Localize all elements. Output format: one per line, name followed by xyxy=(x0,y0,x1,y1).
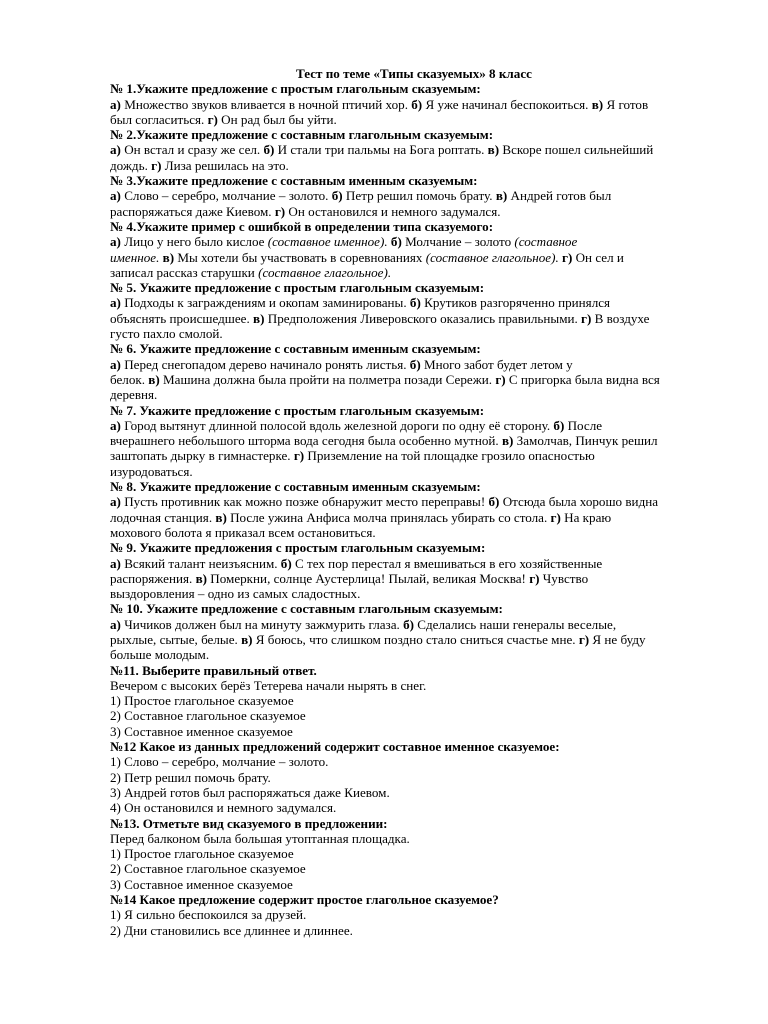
questions-list xyxy=(110,81,678,938)
option-line xyxy=(110,632,678,647)
option-line xyxy=(110,326,678,341)
question-heading: №11. Выберите правильный ответ. xyxy=(110,662,317,678)
option-text: 2) Петр решил помочь брату. xyxy=(110,769,271,785)
question-heading: №12 Какое из данных предложений содержит составное именное сказуемое: xyxy=(110,739,560,755)
option-line xyxy=(110,678,678,693)
option-line xyxy=(110,265,678,280)
question-block xyxy=(110,739,678,815)
option-line xyxy=(110,586,678,601)
option-text: 1) Простое глагольное сказуемое xyxy=(110,846,294,862)
option-text: лодочная станция. xyxy=(110,509,216,525)
option-letter: в) xyxy=(495,188,508,204)
option-letter: б) xyxy=(411,96,423,112)
option-letter: а) xyxy=(110,356,121,372)
question-block xyxy=(110,173,678,219)
question-block xyxy=(110,663,678,739)
option-text: дождь. xyxy=(110,157,152,173)
option-text: Город вытянут длинной полосой вдоль железной дороги по одну её сторону. xyxy=(120,417,554,433)
question-options xyxy=(110,556,678,602)
option-line xyxy=(110,800,678,815)
option-letter: в) xyxy=(195,570,208,586)
option-text: Множество звуков вливается в ночной птичий хор. xyxy=(120,96,412,112)
option-line xyxy=(110,357,678,372)
option-text: Он остановился и немного задумался. xyxy=(285,203,501,219)
option-line xyxy=(110,204,678,219)
option-text: Перед балконом была большая утоптанная площадка. xyxy=(110,830,410,846)
question-options xyxy=(110,831,678,892)
option-text: 1) Простое глагольное сказуемое xyxy=(110,693,294,709)
option-text: 1) Я сильно беспокоился за друзей. xyxy=(110,907,307,923)
option-line xyxy=(110,770,678,785)
test-title: Тест по теме «Типы сказуемых» 8 класс xyxy=(296,66,532,81)
question-options xyxy=(110,97,678,128)
option-line xyxy=(110,785,678,800)
option-text: Сделались наши генералы веселые, xyxy=(414,616,617,632)
question-heading: №13. Отметьте вид сказуемого в предложении: xyxy=(110,815,388,831)
option-text: Замолчав, Пинчук решил xyxy=(513,433,658,449)
option-line xyxy=(110,464,678,479)
option-text: Пусть противник как можно позже обнаружит место переправы! xyxy=(120,494,489,510)
question-options xyxy=(110,617,678,663)
option-text: Слово – серебро, молчание – золото. xyxy=(120,188,332,204)
option-line xyxy=(110,234,678,249)
option-text: был согласиться. xyxy=(110,111,208,127)
question-options xyxy=(110,494,678,540)
option-text: Перед снегопадом дерево начинало ронять листья. xyxy=(120,356,410,372)
option-text: Подходы к заграждениям и окопам заминированы. xyxy=(120,295,410,311)
option-letter: в) xyxy=(241,631,253,647)
option-letter: б) xyxy=(409,356,421,372)
option-line xyxy=(110,158,678,173)
option-text: Он встал и сразу же сел. xyxy=(120,142,264,158)
option-note: (составное xyxy=(514,234,578,250)
option-letter: а) xyxy=(110,616,121,632)
question-block xyxy=(110,816,678,892)
question-heading: № 4.Укажите пример с ошибкой в определении типа сказуемого: xyxy=(110,218,494,234)
option-text: Чувство xyxy=(539,570,589,586)
option-text: вчерашнего небольшого шторма вода сегодня была особенно мутной. xyxy=(110,433,502,449)
question-heading: № 9. Укажите предложения с простым глагольным сказуемым: xyxy=(110,540,486,556)
option-line xyxy=(110,708,678,723)
option-line xyxy=(110,923,678,938)
option-letter: а) xyxy=(110,188,121,204)
question-block xyxy=(110,403,678,479)
option-text: Лицо у него было кислое xyxy=(120,234,268,250)
question-block xyxy=(110,81,678,127)
option-line xyxy=(110,907,678,922)
option-letter: в) xyxy=(253,310,265,326)
option-text: С тех пор перестал я вмешиваться в его хозяйственные xyxy=(291,555,603,571)
option-text: заштопать дырку в гимнастерке. xyxy=(110,448,294,464)
question-heading: № 2.Укажите предложение с составным глагольным сказуемым: xyxy=(110,127,494,143)
question-block xyxy=(110,601,678,662)
option-text: Он рад был бы уйти. xyxy=(217,111,337,127)
option-line xyxy=(110,295,678,310)
option-text: Андрей готов был xyxy=(507,188,612,204)
option-note: (составное глагольное). xyxy=(425,249,559,265)
question-block xyxy=(110,127,678,173)
option-line xyxy=(110,510,678,525)
question-block xyxy=(110,280,678,341)
question-options xyxy=(110,418,678,479)
option-text: густо пахло смолой. xyxy=(110,326,223,342)
option-letter: б) xyxy=(280,555,292,571)
option-letter: а) xyxy=(110,96,121,112)
question-heading: №14 Какое предложение содержит простое глагольное сказуемое? xyxy=(110,892,499,908)
option-letter: а) xyxy=(110,142,121,158)
option-line xyxy=(110,846,678,861)
option-letter: б) xyxy=(553,417,565,433)
option-text: 3) Андрей готов был распоряжаться даже Киевом. xyxy=(110,784,390,800)
option-text: 3) Составное именное сказуемое xyxy=(110,876,293,892)
option-text: мохового болота я приказал всем остановиться. xyxy=(110,524,376,540)
option-text: деревня. xyxy=(110,387,158,403)
option-text: Вечером с высоких берёз Тетерева начали нырять в снег. xyxy=(110,677,427,693)
option-letter: а) xyxy=(110,234,121,250)
option-letter: а) xyxy=(110,494,121,510)
option-text: распоряжаться даже Киевом. xyxy=(110,203,275,219)
question-heading: № 5. Укажите предложение с простым глагольным сказуемым: xyxy=(110,280,485,296)
question-options xyxy=(110,678,678,739)
option-letter: в) xyxy=(162,249,175,265)
question-block xyxy=(110,479,678,540)
option-letter: в) xyxy=(215,509,227,525)
option-line xyxy=(110,188,678,203)
option-text: изуродоваться. xyxy=(110,463,193,479)
option-line xyxy=(110,142,678,157)
option-line xyxy=(110,418,678,433)
question-options xyxy=(110,357,678,403)
question-options xyxy=(110,234,678,280)
option-text: Мы хотели бы участвовать в соревнованиях xyxy=(174,249,426,265)
option-text: 2) Составное глагольное сказуемое xyxy=(110,708,306,724)
option-line xyxy=(110,112,678,127)
option-note: именное. xyxy=(110,249,160,265)
option-line xyxy=(110,647,678,662)
option-line xyxy=(110,724,678,739)
option-line xyxy=(110,525,678,540)
option-line xyxy=(110,556,678,571)
option-text: рыхлые, сытые, белые. xyxy=(110,631,242,647)
option-line xyxy=(110,448,678,463)
option-text: Много забот будет летом у xyxy=(420,356,573,372)
option-text: Отсюда была хорошо видна xyxy=(499,494,659,510)
option-text: Я уже начинал беспокоиться. xyxy=(422,96,592,112)
option-text: 2) Составное глагольное сказуемое xyxy=(110,861,306,877)
option-text: белок. xyxy=(110,371,149,387)
question-block xyxy=(110,219,678,280)
option-text: распоряжения. xyxy=(110,570,196,586)
option-text: 4) Он остановился и немного задумался. xyxy=(110,800,337,816)
option-line xyxy=(110,433,678,448)
question-heading: № 7. Укажите предложение с простым глагольным сказуемым: xyxy=(110,402,485,418)
option-line xyxy=(110,97,678,112)
option-letter: г) xyxy=(207,111,218,127)
option-text: объяснять происшедшее. xyxy=(110,310,254,326)
option-letter: г) xyxy=(581,310,592,326)
option-note: (составное глагольное). xyxy=(258,264,392,280)
option-letter: б) xyxy=(403,616,415,632)
option-text: Машина должна была пройти на полметра позади Сережи. xyxy=(159,371,496,387)
option-letter: г) xyxy=(293,448,305,464)
option-text: После xyxy=(564,417,603,433)
option-text: Я боюсь, что слишком поздно стало сниться счастье мне. xyxy=(252,631,579,647)
question-block xyxy=(110,892,678,938)
option-letter: б) xyxy=(390,234,402,250)
question-heading: № 3.Укажите предложение с составным именным сказуемым: xyxy=(110,173,478,189)
option-text: С пригорка была видна вся xyxy=(505,371,660,387)
option-letter: в) xyxy=(148,371,160,387)
option-letter: г) xyxy=(495,371,506,387)
option-line xyxy=(110,831,678,846)
option-line xyxy=(110,571,678,586)
option-line xyxy=(110,311,678,326)
option-line xyxy=(110,617,678,632)
option-text: больше молодым. xyxy=(110,647,210,663)
question-heading: № 8. Укажите предложение с составным именным сказуемым: xyxy=(110,479,481,495)
option-line xyxy=(110,250,678,265)
option-letter: а) xyxy=(110,417,121,433)
option-letter: б) xyxy=(331,188,343,204)
option-line xyxy=(110,693,678,708)
question-heading: № 1.Укажите предложение с простым глагольным сказуемым: xyxy=(110,81,481,97)
option-line xyxy=(110,754,678,769)
option-line xyxy=(110,877,678,892)
option-text: Приземление на той площадке грозило опасностью xyxy=(304,448,595,464)
option-text: Лиза решилась на это. xyxy=(161,157,289,173)
question-heading: № 10. Укажите предложение с составным глагольным сказуемым: xyxy=(110,601,503,617)
option-letter: г) xyxy=(274,203,286,219)
option-letter: б) xyxy=(409,295,421,311)
option-line xyxy=(110,372,678,387)
option-letter: а) xyxy=(110,555,121,571)
option-letter: г) xyxy=(562,249,573,265)
question-options xyxy=(110,188,678,219)
option-text: Померкни, солнце Аустерлица! Пылай, великая Москва! xyxy=(207,570,530,586)
option-text: Всякий талант неизъясним. xyxy=(120,555,281,571)
option-text: Чичиков должен был на минуту зажмурить глаза. xyxy=(120,616,404,632)
option-text: После ужина Анфиса молча принялась убирать со стола. xyxy=(226,509,551,525)
option-line xyxy=(110,861,678,876)
option-text: Вскоре пошел сильнейший xyxy=(499,142,654,158)
option-letter: в) xyxy=(487,142,500,158)
option-text: записал рассказ старушки xyxy=(110,264,259,280)
question-options xyxy=(110,295,678,341)
option-text: 2) Дни становились все длиннее и длиннее. xyxy=(110,922,353,938)
option-line xyxy=(110,494,678,509)
option-text: В воздухе xyxy=(591,310,650,326)
option-letter: г) xyxy=(529,570,540,586)
option-text: И стали три пальмы на Бога роптать. xyxy=(274,142,488,158)
option-text: 1) Слово – серебро, молчание – золото. xyxy=(110,754,329,770)
question-heading: № 6. Укажите предложение с составным именным сказуемым: xyxy=(110,341,481,357)
option-letter: г) xyxy=(151,157,162,173)
option-text: Я готов xyxy=(603,96,649,112)
option-letter: в) xyxy=(501,433,514,449)
option-letter: в) xyxy=(591,96,604,112)
option-text: Предположения Ливеровского оказались правильными. xyxy=(264,310,582,326)
option-text: 3) Составное именное сказуемое xyxy=(110,723,293,739)
option-line xyxy=(110,387,678,402)
question-options xyxy=(110,754,678,815)
option-text: Молчание – золото xyxy=(401,234,515,250)
option-text: Крутиков разгоряченно принялся xyxy=(420,295,611,311)
question-options xyxy=(110,907,678,938)
question-block xyxy=(110,540,678,601)
option-text: выздоровления – одно из самых сладостных. xyxy=(110,586,361,602)
option-letter: г) xyxy=(550,509,561,525)
option-text: Он сел и xyxy=(572,249,624,265)
option-text: Я не буду xyxy=(589,631,646,647)
option-letter: а) xyxy=(110,295,121,311)
option-note: (составное именное). xyxy=(267,234,388,250)
option-text: На краю xyxy=(560,509,612,525)
option-letter: б) xyxy=(488,494,500,510)
option-text: Петр решил помочь брату. xyxy=(342,188,496,204)
question-block xyxy=(110,341,678,402)
option-letter: г) xyxy=(578,631,590,647)
question-options xyxy=(110,142,678,173)
option-letter: б) xyxy=(263,142,275,158)
